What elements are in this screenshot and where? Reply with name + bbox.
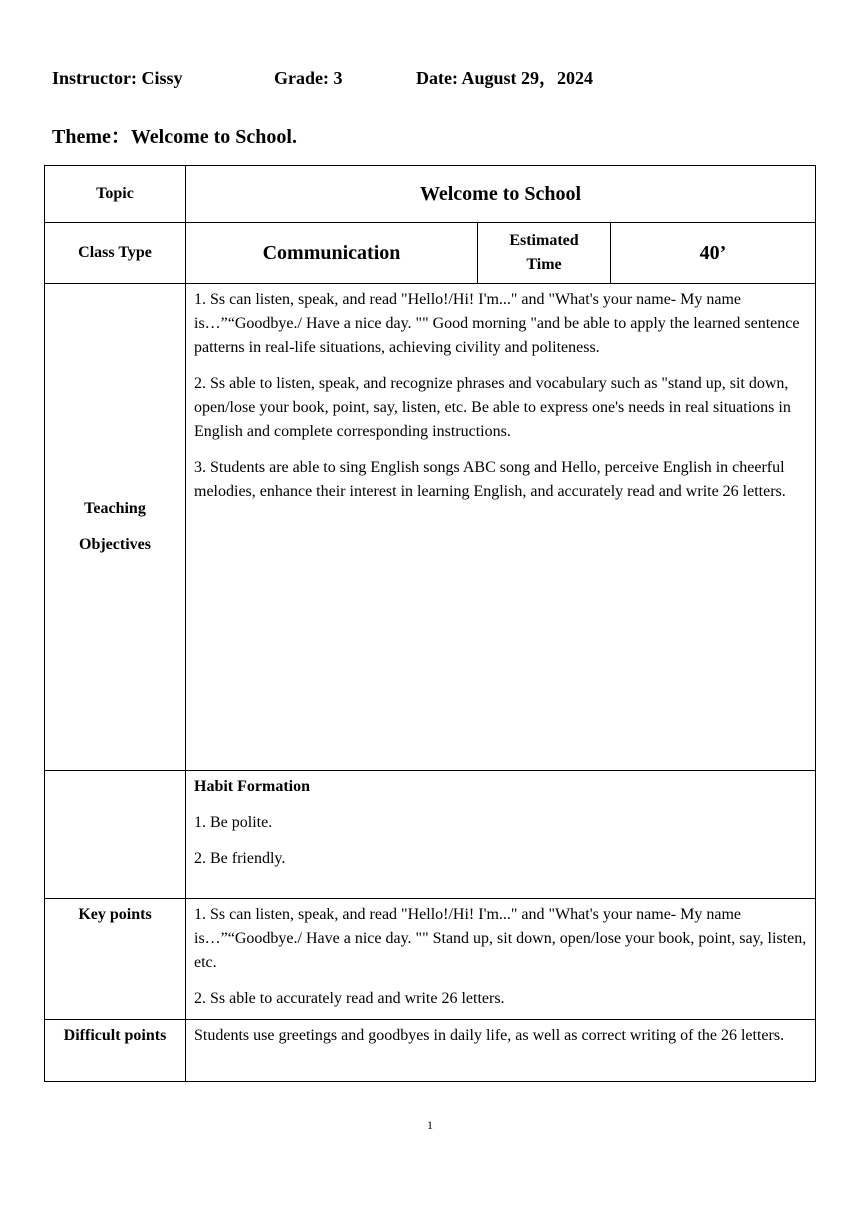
key-point-item: 1. Ss can listen, speak, and read "Hello!/Hi! I'm..." and "What's your name- My name is…”“Goodbye./ Have a nice day. "" Stand up, sit down, open/lose your book, point, say, listen, etc. — [194, 906, 807, 971]
objective-item: 2. Ss able to listen, speak, and recognize phrases and vocabulary such as "stand up, sit down, open/lose your book, point, say, listen, etc. Be able to express one's needs in real situations in English and complete corresponding instructions. — [194, 375, 791, 440]
estimated-time-label — [478, 223, 611, 284]
theme-title: Theme：Welcome to School. — [52, 126, 297, 148]
topic-label: Topic — [45, 166, 186, 223]
class-type-label: Class Type — [45, 223, 186, 284]
date-field: Date: August 29，2024 — [416, 68, 594, 88]
difficult-points-row — [45, 1020, 816, 1082]
topic-row — [45, 166, 816, 223]
objectives-row — [45, 284, 816, 771]
habit-item: 1. Be polite. — [194, 814, 273, 831]
objective-item: 3. Students are able to sing English songs ABC song and Hello, perceive English in cheerful melodies, enhance their interest in learning English, and accurately read and write 26 letters. — [194, 459, 786, 500]
difficult-points-content — [186, 1020, 816, 1082]
class-type-value: Communication — [186, 223, 478, 284]
topic-value: Welcome to School — [186, 166, 816, 223]
key-point-item: 2. Ss able to accurately read and write 26 letters. — [194, 990, 505, 1007]
page-number: 1 — [427, 1118, 433, 1132]
class-type-row — [45, 223, 816, 284]
habit-title: Habit Formation — [194, 778, 310, 795]
objectives-label — [45, 284, 186, 771]
document-header — [52, 64, 593, 90]
habit-item: 2. Be friendly. — [194, 850, 286, 867]
difficult-points-text: Students use greetings and goodbyes in daily life, as well as correct writing of the 26 letters. — [194, 1027, 785, 1044]
instructor-field: Instructor: Cissy — [52, 68, 183, 88]
habit-label-empty — [45, 771, 186, 899]
key-points-row — [45, 899, 816, 1020]
estimated-time-value: 40’ — [611, 223, 816, 284]
objective-item: 1. Ss can listen, speak, and read "Hello!/Hi! I'm..." and "What's your name- My name is…”“Goodbye./ Have a nice day. "" Good morning "and be able to apply the learned sentence patterns in real-life situations, achieving civility and politeness. — [194, 291, 800, 356]
lesson-plan-table — [44, 165, 816, 1082]
difficult-points-label: Difficult points — [45, 1020, 186, 1082]
estimated-time-label-line2: Time — [526, 256, 562, 273]
objectives-content — [186, 284, 816, 771]
key-points-label: Key points — [45, 899, 186, 1020]
habit-row — [45, 771, 816, 899]
key-points-content — [186, 899, 816, 1020]
estimated-time-label-line1: Estimated — [509, 232, 579, 249]
grade-field: Grade: 3 — [274, 68, 343, 88]
objectives-label-line2: Objectives — [79, 536, 151, 553]
habit-content — [186, 771, 816, 899]
objectives-label-line1: Teaching — [84, 500, 146, 517]
